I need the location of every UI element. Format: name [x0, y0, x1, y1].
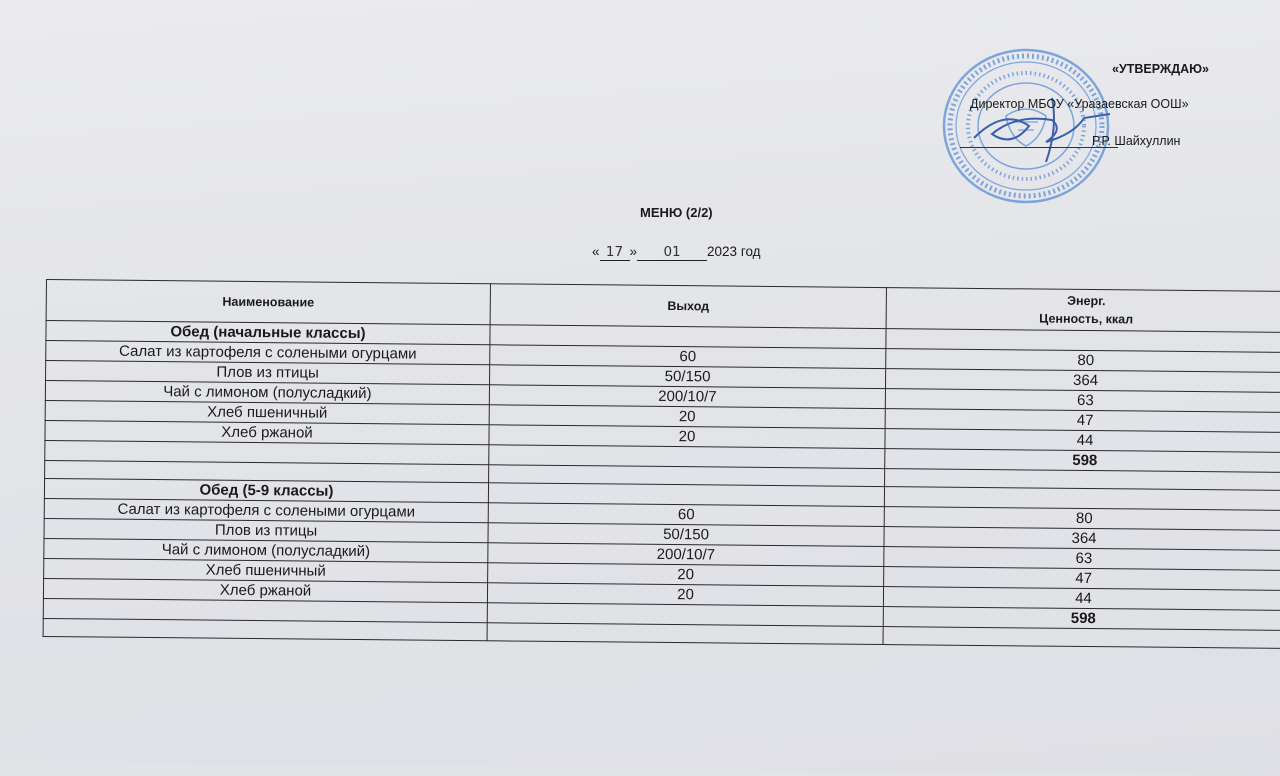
director-position: Директор МБОУ «Уразаевская ООШ»	[970, 97, 1189, 111]
header-energy-line2: Ценность, ккал	[1039, 311, 1134, 327]
dish-name: Хлеб пшеничный	[44, 558, 488, 582]
dish-kcal: 44	[885, 429, 1280, 453]
dish-name: Хлеб пшеничный	[45, 400, 489, 424]
dish-kcal: 364	[885, 369, 1280, 393]
dish-name: Плов из птицы	[44, 518, 488, 542]
dish-name: Хлеб ржаной	[43, 578, 487, 602]
round-stamp-icon	[934, 38, 1124, 208]
dish-kcal: 63	[885, 389, 1280, 413]
dish-kcal: 364	[884, 527, 1280, 551]
section2-total: 598	[883, 607, 1280, 631]
dish-output: 20	[489, 425, 885, 449]
dish-name: Чай с лимоном (полусладкий)	[45, 381, 489, 405]
menu-date	[592, 244, 761, 261]
dish-name: Хлеб ржаной	[45, 420, 489, 444]
dish-kcal: 47	[885, 409, 1280, 433]
header-energy	[886, 288, 1280, 333]
date-open-quote: «	[592, 244, 600, 259]
signer-name: Р.Р. Шайхуллин	[1092, 134, 1181, 148]
header-name: Наименование	[46, 280, 490, 325]
dish-output: 20	[488, 563, 884, 587]
dish-output: 50/150	[488, 523, 884, 547]
date-close-quote: »	[629, 244, 638, 259]
date-day: 17	[600, 244, 630, 261]
dish-output: 50/150	[490, 365, 886, 389]
dish-output: 60	[490, 345, 886, 369]
menu-table	[43, 279, 1280, 649]
date-year: 2023 год	[707, 244, 761, 259]
dish-kcal: 44	[883, 587, 1280, 611]
dish-kcal: 47	[884, 567, 1280, 591]
dish-kcal: 80	[886, 349, 1280, 373]
menu-title: МЕНЮ (2/2)	[640, 205, 713, 220]
dish-kcal: 80	[884, 507, 1280, 531]
dish-name: Салат из картофеля с солеными огурцами	[44, 498, 488, 522]
dish-output: 200/10/7	[488, 543, 884, 567]
date-month: 01	[637, 244, 707, 261]
approval-title: «УТВЕРЖДАЮ»	[1112, 62, 1209, 76]
dish-kcal: 63	[884, 547, 1280, 571]
dish-name: Чай с лимоном (полусладкий)	[44, 538, 488, 562]
dish-output: 200/10/7	[489, 385, 885, 409]
dish-name: Плов из птицы	[46, 361, 490, 385]
dish-output: 20	[487, 583, 883, 607]
section1-total: 598	[885, 449, 1280, 473]
header-output: Выход	[490, 284, 886, 329]
section2-title: Обед (5-9 классы)	[44, 478, 488, 502]
header-energy-line1: Энерг.	[1067, 293, 1106, 309]
dish-output: 60	[488, 503, 884, 527]
section1-title: Обед (начальные классы)	[46, 321, 490, 345]
dish-name: Салат из картофеля с солеными огурцами	[46, 341, 490, 365]
dish-output: 20	[489, 405, 885, 429]
